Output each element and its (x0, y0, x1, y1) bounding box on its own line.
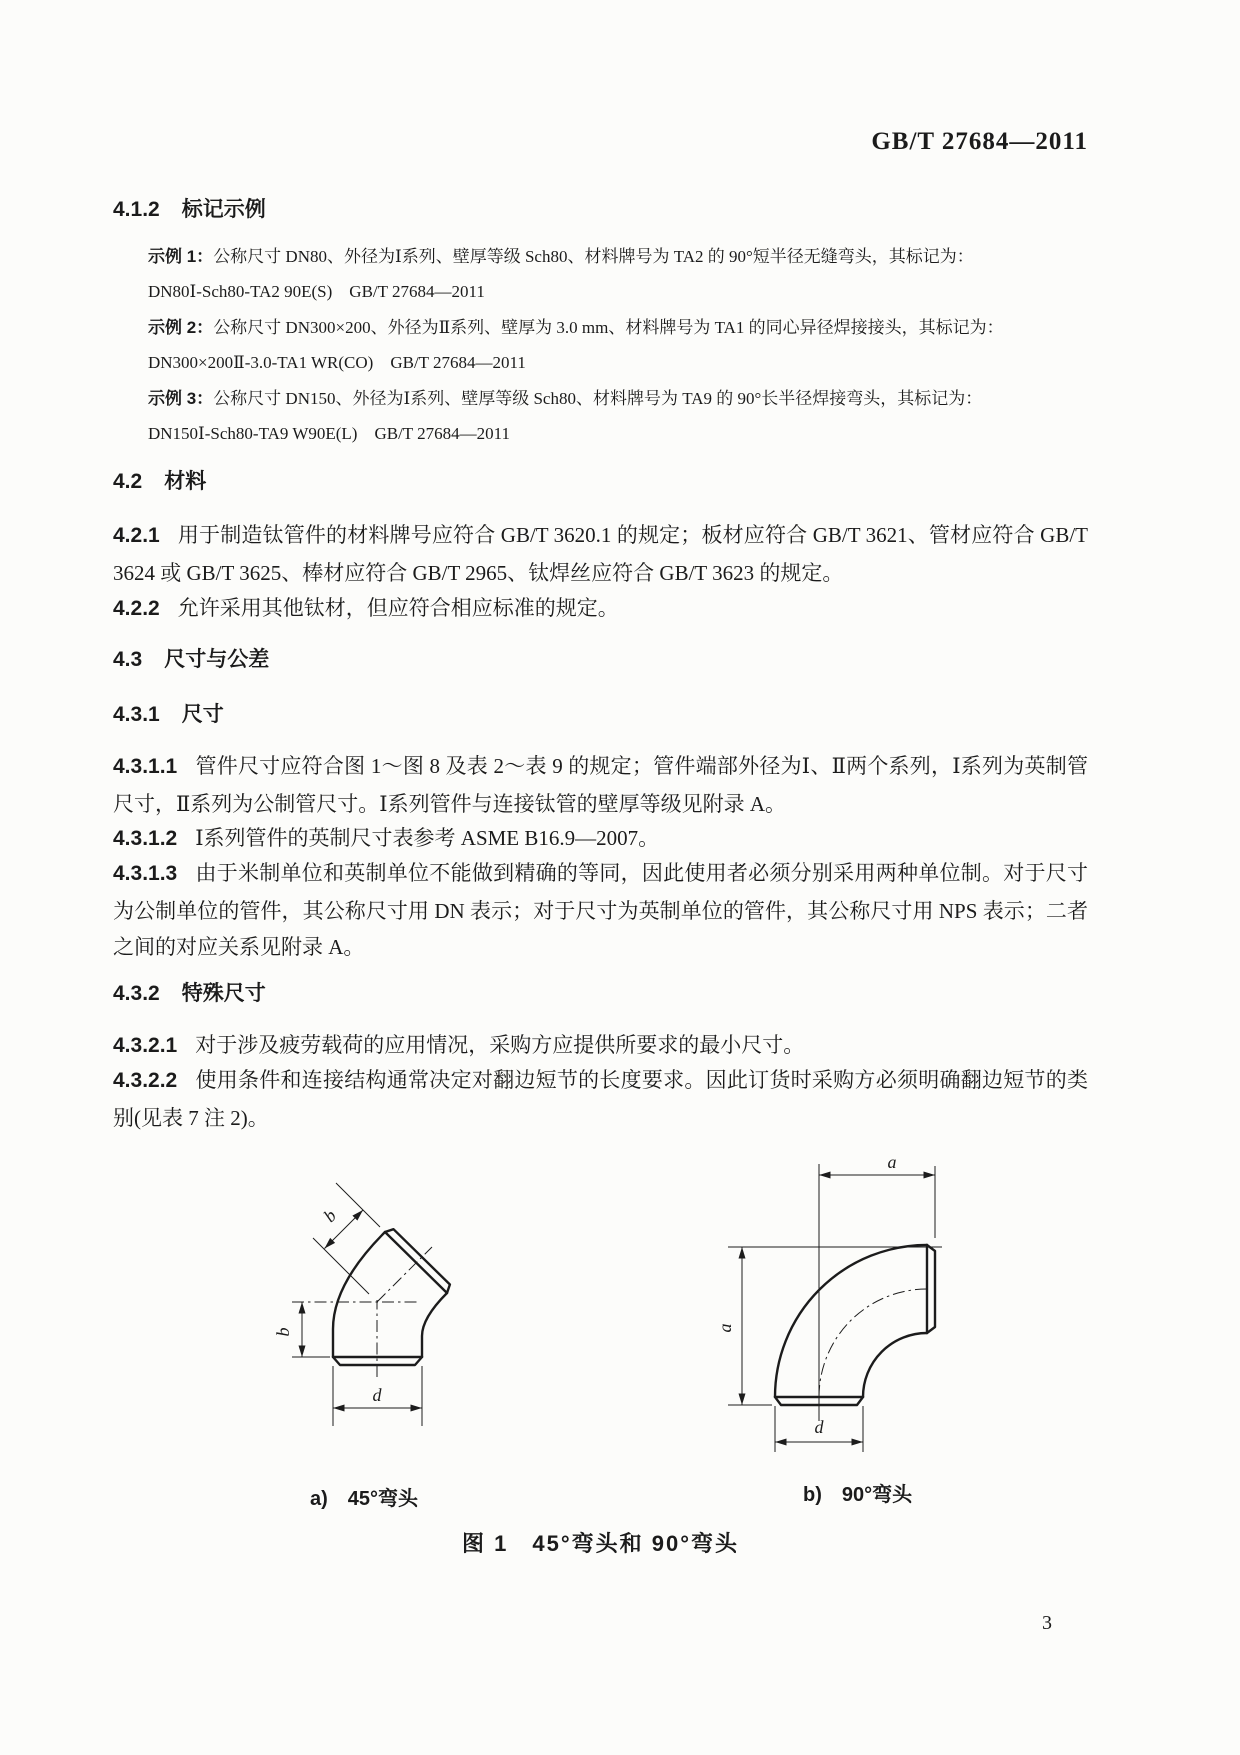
clause-title: 尺寸与公差 (164, 648, 270, 671)
clause-heading-4-3-1 (113, 698, 1088, 728)
clause-text: 使用条件和连接结构通常决定对翻边短节的长度要求。因此订货时采购方必须明确翻边短节的类别(见表 7 注 2)。 (113, 1068, 1088, 1130)
example-2-label: 示例 2： (148, 317, 214, 337)
clause-number: 4.3.1.3 (113, 862, 178, 885)
figure-caption-b: b) 90°弯头 (803, 1484, 913, 1506)
dim-label-b-vertical: b (273, 1327, 293, 1337)
elbow-45-outline (333, 1229, 450, 1365)
clause-heading-4-3 (113, 643, 1088, 673)
clause-number: 4.3.2 (113, 982, 160, 1005)
figure-1-title: 图 1 45°弯头和 90°弯头 (462, 1531, 739, 1556)
clause-title: 特殊尺寸 (181, 982, 266, 1005)
clause-heading-4-1-2 (113, 193, 1088, 223)
example-1-text (148, 239, 1088, 274)
clause-title: 材料 (164, 470, 207, 493)
elbow-90-dimensions (728, 1166, 935, 1452)
clause-number: 4.2.2 (113, 597, 160, 620)
clause-4-2-2 (113, 590, 1088, 628)
clause-title: 标记示例 (181, 198, 266, 221)
clause-4-3-2-1 (113, 1027, 1088, 1065)
clause-4-3-2-2 (113, 1062, 1088, 1136)
figure-caption-a: a) 45°弯头 (310, 1488, 419, 1510)
dim-label-b-slanted: b (319, 1205, 341, 1227)
example-2-text (148, 310, 1088, 345)
clause-heading-4-3-2 (113, 977, 1088, 1007)
clause-number: 4.3.1 (113, 703, 160, 726)
elbow-45-dimensions (292, 1183, 422, 1426)
example-3-description: 公称尺寸 DN150、外径为Ⅰ系列、壁厚等级 Sch80、材料牌号为 TA9 的 90°长半径焊接弯头，其标记为： (213, 388, 983, 408)
marking-examples (148, 239, 1088, 451)
clause-4-3-1-3 (113, 855, 1088, 966)
example-3-text (148, 381, 1088, 416)
dim-label-a-vertical: a (715, 1323, 735, 1333)
clause-number: 4.3 (113, 648, 143, 671)
example-3-label: 示例 3： (148, 388, 214, 408)
clause-text: 管件尺寸应符合图 1～图 8 及表 2～表 9 的规定；管件端部外径为Ⅰ、Ⅱ两个系列，Ⅰ系列为英制管尺寸，Ⅱ系列为公制管尺寸。Ⅰ系列管件与连接钛管的壁厚等级见附录 A。 (113, 754, 1088, 816)
clause-text: 对于涉及疲劳载荷的应用情况，采购方应提供所要求的最小尺寸。 (195, 1033, 805, 1057)
elbow-45-diagram (230, 1130, 500, 1465)
example-2-code: DN300×200Ⅱ-3.0-TA1 WR(CO) GB/T 27684—2011 (148, 353, 526, 373)
example-3-code: DN150Ⅰ-Sch80-TA9 W90E(L) GB/T 27684—2011 (148, 424, 511, 444)
clause-text: Ⅰ系列管件的英制尺寸表参考 ASME B16.9—2007。 (195, 826, 660, 850)
clause-4-3-1-2 (113, 820, 1088, 858)
clause-number: 4.3.2.1 (113, 1034, 178, 1057)
clause-number: 4.3.1.2 (113, 827, 178, 850)
example-1-description: 公称尺寸 DN80、外径为Ⅰ系列、壁厚等级 Sch80、材料牌号为 TA2 的 90°短半径无缝弯头，其标记为： (213, 247, 974, 266)
clause-heading-4-2 (113, 465, 1088, 495)
elbow-90-centerlines (728, 1164, 942, 1421)
page-number: 3 (1042, 1612, 1052, 1634)
clause-number: 4.3.2.2 (113, 1069, 178, 1092)
clause-4-2-1 (113, 517, 1088, 591)
example-1-code: DN80Ⅰ-Sch80-TA2 90E(S) GB/T 27684—2011 (148, 282, 485, 302)
standard-code-header: GB/T 27684—2011 (871, 128, 1088, 155)
clause-title: 尺寸 (181, 703, 224, 726)
example-2-description: 公称尺寸 DN300×200、外径为Ⅱ系列、壁厚为 3.0 mm、材料牌号为 TA1 的同心异径焊接接头，其标记为： (213, 317, 1004, 337)
example-1-label: 示例 1： (148, 247, 214, 266)
dim-label-d: d (372, 1385, 382, 1405)
elbow-90-diagram (640, 1150, 970, 1465)
clause-text: 用于制造钛管件的材料牌号应符合 GB/T 3620.1 的规定；板材应符合 GB/T 3621、管材应符合 GB/T 3624 或 GB/T 3625、棒材应符合 GB/T 2965、钛焊丝应符合 GB/T 3623 的规定。 (113, 523, 1088, 585)
clause-number: 4.2 (113, 470, 143, 493)
clause-text: 由于米制单位和英制单位不能做到精确的等同，因此使用者必须分别采用两种单位制。对于尺寸为公制单位的管件，其公称尺寸用 DN 表示；对于尺寸为英制单位的管件，其公称尺寸用 NPS 表示；二者之间的对应关系见附录 A。 (113, 861, 1088, 959)
clause-number: 4.1.2 (113, 198, 160, 221)
clause-number: 4.3.1.1 (113, 755, 178, 778)
dim-label-d: d (814, 1417, 824, 1437)
elbow-90-outline (775, 1245, 935, 1405)
clause-4-3-1-1 (113, 748, 1088, 822)
clause-text: 允许采用其他钛材，但应符合相应标准的规定。 (177, 596, 619, 620)
elbow-45-dim-labels (273, 1206, 383, 1405)
dim-label-a-top: a (887, 1152, 897, 1172)
clause-number: 4.2.1 (113, 524, 160, 547)
